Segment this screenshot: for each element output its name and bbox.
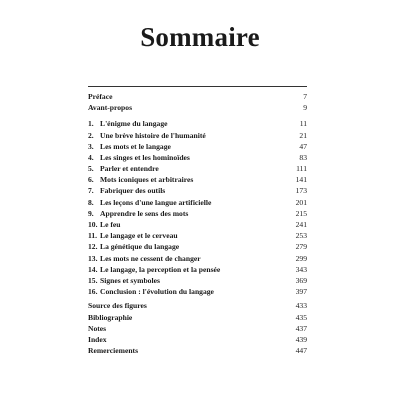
chapter-page: 21 — [299, 130, 307, 140]
toc-chapter-14[interactable] — [88, 264, 307, 275]
chapter-title: Mots iconiques et arbitraires — [100, 175, 194, 185]
chapter-number: 1. — [88, 119, 94, 129]
entry-label: Préface — [88, 91, 113, 101]
chapter-page: 369 — [295, 275, 307, 285]
chapter-number: 12. — [88, 242, 98, 252]
toc-chapter-8[interactable] — [88, 197, 307, 208]
entry-label: Avant-propos — [88, 103, 133, 113]
toc-chapter-1[interactable] — [88, 118, 307, 129]
toc-entry-bibliographie[interactable] — [88, 312, 307, 323]
chapter-number: 6. — [88, 175, 94, 185]
toc-chapter-13[interactable] — [88, 253, 307, 264]
chapter-page: 299 — [295, 253, 307, 263]
chapter-page: 215 — [295, 208, 307, 218]
toc-entry-index[interactable] — [88, 334, 307, 345]
toc-entry-notes[interactable] — [88, 323, 307, 334]
toc-entry-preface[interactable] — [88, 91, 307, 102]
chapter-title: L'énigme du langage — [100, 119, 168, 129]
toc-chapter-12[interactable] — [88, 241, 307, 252]
chapter-title: Une brève histoire de l'humanité — [100, 130, 206, 140]
chapter-page: 141 — [295, 175, 307, 185]
chapter-page: 241 — [295, 220, 307, 230]
chapter-number: 14. — [88, 264, 98, 274]
top-rule — [88, 86, 307, 87]
chapter-number: 10. — [88, 220, 98, 230]
toc-chapter-6[interactable] — [88, 174, 307, 185]
entry-page: 9 — [303, 103, 307, 113]
chapter-title: Les leçons d'une langue artificielle — [100, 197, 212, 207]
chapter-title: Fabriquer des outils — [100, 186, 166, 196]
chapter-title: Le langage et le cerveau — [100, 231, 178, 241]
chapter-number: 15. — [88, 275, 98, 285]
toc-chapter-4[interactable] — [88, 152, 307, 163]
chapter-page: 83 — [299, 152, 307, 162]
toc-chapter-16[interactable] — [88, 286, 307, 297]
entry-label: Remerciements — [88, 346, 139, 356]
toc-chapter-3[interactable] — [88, 141, 307, 152]
page-title: Sommaire — [140, 22, 260, 52]
chapter-number: 7. — [88, 186, 94, 196]
chapter-page: 201 — [295, 197, 307, 207]
toc-chapter-15[interactable] — [88, 275, 307, 286]
entry-label: Bibliographie — [88, 312, 133, 322]
chapter-title: Parler et entendre — [100, 164, 159, 174]
entry-label: Index — [88, 334, 107, 344]
chapter-page: 111 — [296, 164, 307, 174]
chapter-page: 343 — [295, 264, 307, 274]
entry-page: 433 — [295, 301, 307, 311]
chapter-page: 47 — [299, 141, 307, 151]
toc-chapter-2[interactable] — [88, 130, 307, 141]
entry-label: Source des figures — [88, 301, 147, 311]
chapter-title: Le langage, la perception et la pensée — [100, 264, 221, 274]
entry-page: 439 — [295, 334, 307, 344]
chapter-title: Le feu — [100, 220, 121, 230]
chapter-page: 253 — [295, 231, 307, 241]
entry-page: 447 — [295, 346, 307, 356]
toc-chapter-11[interactable] — [88, 230, 307, 241]
chapter-title: Les singes et les hominoïdes — [100, 152, 190, 162]
chapter-number: 4. — [88, 152, 94, 162]
toc-entry-avant-propos[interactable] — [88, 102, 307, 113]
entry-page: 7 — [303, 91, 307, 101]
entry-page: 437 — [295, 323, 307, 333]
chapter-number: 16. — [88, 287, 98, 297]
entry-label: Notes — [88, 323, 107, 333]
toc-entry-remerciements[interactable] — [88, 345, 307, 356]
chapter-number: 11. — [88, 231, 98, 241]
chapter-number: 3. — [88, 141, 94, 151]
chapter-title: Apprendre le sens des mots — [100, 208, 189, 218]
chapter-title: Les mots et le langage — [100, 141, 171, 151]
chapter-page: 397 — [295, 287, 307, 297]
chapter-number: 13. — [88, 253, 98, 263]
toc-chapter-10[interactable] — [88, 219, 307, 230]
chapter-title: Les mots ne cessent de changer — [100, 253, 201, 263]
chapter-number: 5. — [88, 164, 94, 174]
entry-page: 435 — [295, 312, 307, 322]
chapter-page: 279 — [295, 242, 307, 252]
toc-entry-source-des-figures[interactable] — [88, 300, 307, 311]
chapter-title: La génétique du langage — [100, 242, 180, 252]
chapter-number: 2. — [88, 130, 94, 140]
chapter-number: 8. — [88, 197, 94, 207]
table-of-contents — [88, 82, 307, 356]
chapter-number: 9. — [88, 208, 94, 218]
toc-chapter-9[interactable] — [88, 208, 307, 219]
chapter-page: 173 — [295, 186, 307, 196]
chapter-page: 11 — [299, 119, 307, 129]
toc-chapter-5[interactable] — [88, 163, 307, 174]
chapter-title: Signes et symboles — [100, 275, 160, 285]
chapter-title: Conclusion : l'évolution du langage — [100, 287, 214, 297]
toc-chapter-7[interactable] — [88, 185, 307, 196]
